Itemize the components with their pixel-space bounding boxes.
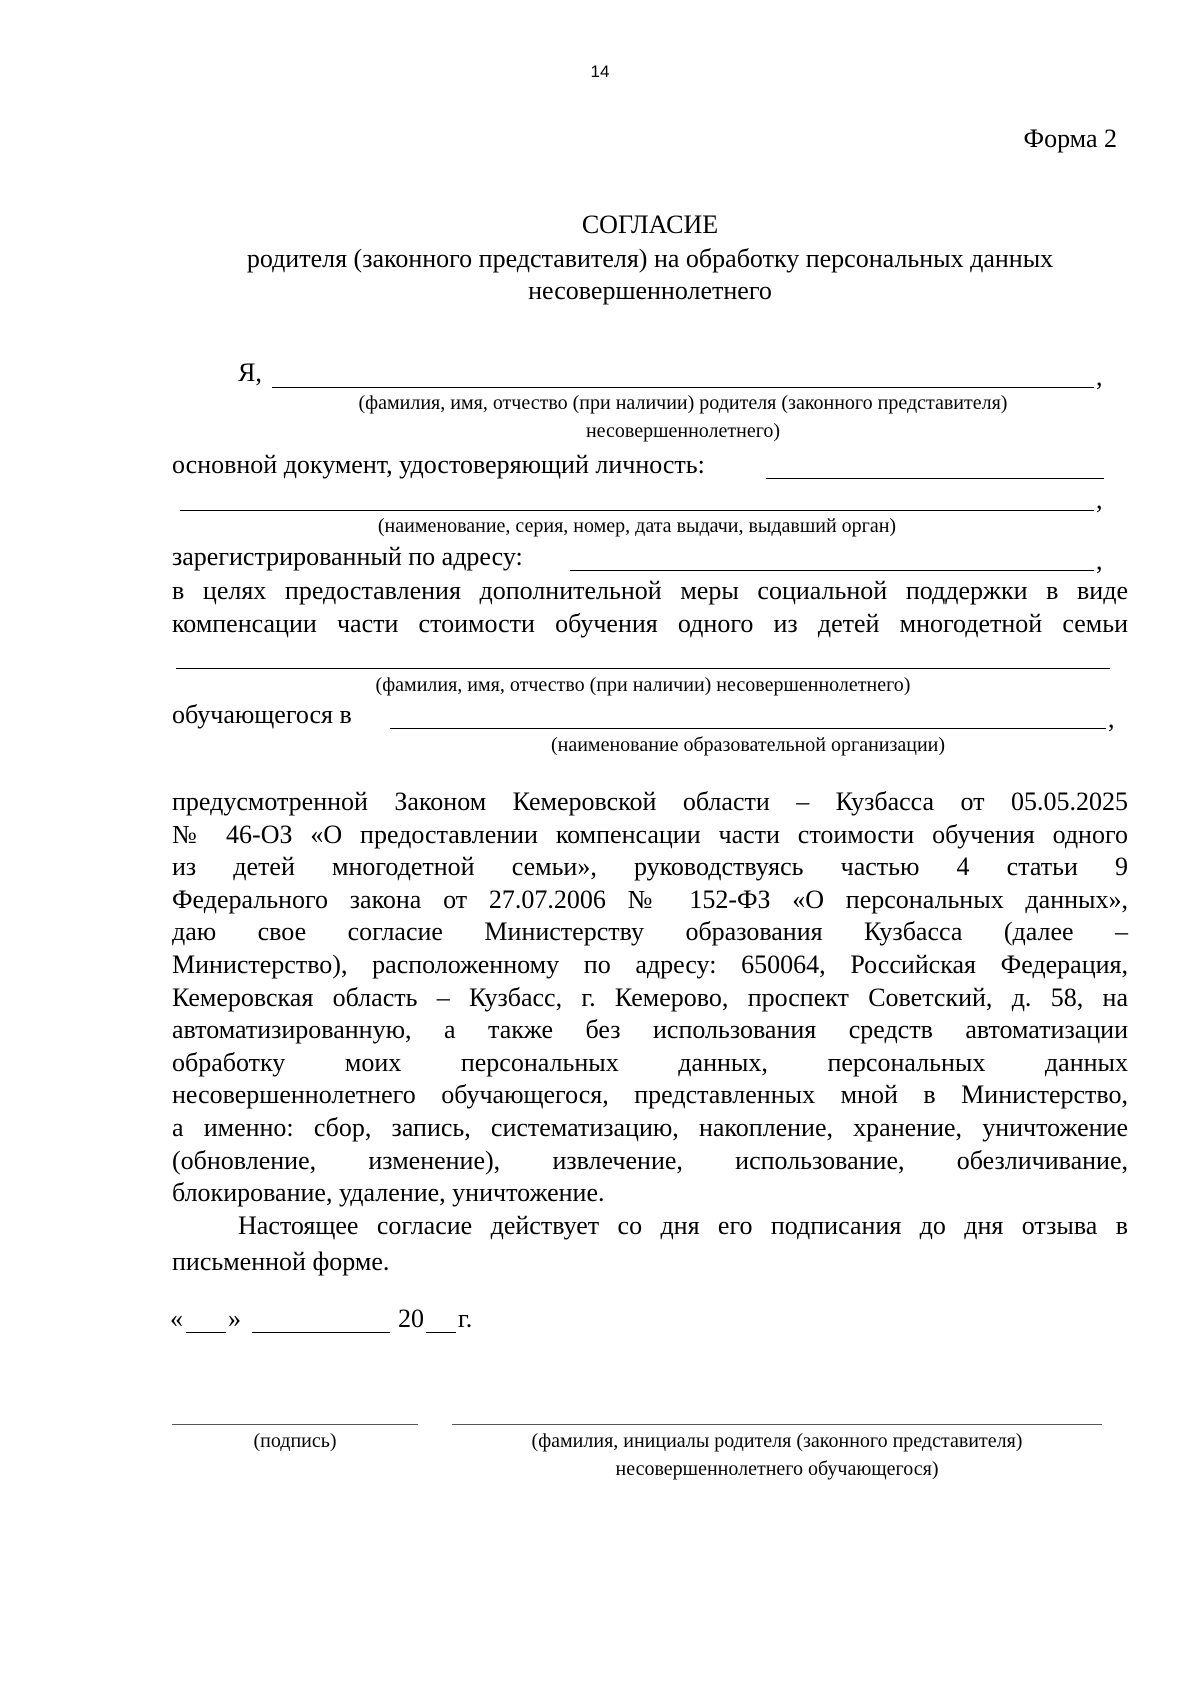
document-hint: (наименование, серия, номер, дата выдачи, выдавший орган): [377, 515, 897, 537]
body-line: (обновление, изменение), извлечение, использование, обезличивание,: [172, 1145, 1128, 1175]
year-prefix: 20: [398, 1304, 424, 1333]
body-line: предусмотренной Законом Кемеровской области – Кузбасса от 05.05.2025: [172, 787, 1128, 816]
body-line: № 46-ОЗ «О предоставлении компенсации части стоимости обучения одного: [172, 819, 1128, 849]
signature-hint: (подпись): [253, 1430, 337, 1452]
close-quote: »: [228, 1304, 241, 1333]
parent-name-field[interactable]: [272, 387, 1094, 388]
document-title: СОГЛАСИЕ: [581, 210, 719, 239]
organization-hint: (наименование образовательной организации): [550, 734, 946, 756]
validity-line-1: Настоящее согласие действует со дня его подписания до дня отзыва в: [238, 1211, 1128, 1240]
document-field-continued[interactable]: [180, 510, 1094, 511]
body-line: из детей многодетной семьи», руководствуясь частью 4 статьи 9: [172, 852, 1128, 882]
signer-name-hint-2: несовершеннолетнего обучающегося): [615, 1458, 939, 1480]
body-line: а именно: сбор, запись, систематизацию, накопление, хранение, уничтожение: [172, 1113, 1128, 1142]
organization-field[interactable]: [390, 728, 1106, 729]
parent-name-hint-1: (фамилия, имя, отчество (при наличии) родителя (законного представителя): [358, 392, 1008, 414]
comma: ,: [1108, 704, 1115, 733]
signature-field[interactable]: [172, 1424, 418, 1425]
body-line: блокирование, удаление, уничтожение.: [172, 1178, 605, 1208]
body-line: автоматизированную, а также без использования средств автоматизации: [172, 1015, 1128, 1045]
comma: ,: [1096, 362, 1103, 391]
year-suffix: г.: [458, 1304, 473, 1333]
comma: ,: [1096, 546, 1103, 575]
subtitle-line-2: несовершеннолетнего: [528, 276, 772, 305]
minor-name-hint: (фамилия, имя, отчество (при наличии) несовершеннолетнего): [375, 674, 911, 696]
signer-name-hint-1: (фамилия, инициалы родителя (законного представителя): [531, 1430, 1023, 1452]
year-field[interactable]: [426, 1332, 456, 1333]
document-label: основной документ, удостоверяющий личность:: [172, 450, 705, 479]
parent-name-hint-2: несовершеннолетнего): [585, 420, 781, 442]
minor-name-field[interactable]: [176, 668, 1110, 669]
comma: ,: [1096, 485, 1103, 514]
purpose-line-2: компенсации части стоимости обучения одного из детей многодетной семьи: [172, 609, 1128, 638]
body-line: даю свое согласие Министерству образования Кузбасса (далее –: [172, 917, 1128, 947]
student-label: обучающегося в: [172, 700, 352, 729]
page-number: 14: [590, 62, 610, 81]
ya-label: Я,: [238, 358, 262, 387]
day-field[interactable]: [186, 1332, 226, 1333]
body-line: Кемеровская область – Кузбасс, г. Кемерово, проспект Советский, д. 58, на: [172, 982, 1128, 1012]
purpose-line-1: в целях предоставления дополнительной меры социальной поддержки в виде: [172, 576, 1128, 605]
address-field[interactable]: [570, 570, 1094, 571]
body-line: Министерство), расположенному по адресу: 650064, Российская Федерация,: [172, 950, 1128, 979]
body-line: несовершеннолетнего обучающегося, представленных мной в Министерство,: [172, 1080, 1128, 1110]
validity-line-2: письменной форме.: [172, 1247, 390, 1276]
open-quote: «: [170, 1304, 183, 1333]
signer-name-field[interactable]: [452, 1424, 1102, 1425]
form-label: Форма 2: [1023, 124, 1117, 153]
month-field[interactable]: [252, 1332, 390, 1333]
body-line: обработку моих персональных данных, персональных данных: [172, 1047, 1128, 1077]
address-label: зарегистрированный по адресу:: [172, 542, 523, 571]
body-line: Федерального закона от 27.07.2006 № 152-ФЗ «О персональных данных»,: [172, 884, 1128, 914]
document-field[interactable]: [766, 478, 1104, 479]
subtitle-line-1: родителя (законного представителя) на обработку персональных данных: [246, 244, 1054, 273]
